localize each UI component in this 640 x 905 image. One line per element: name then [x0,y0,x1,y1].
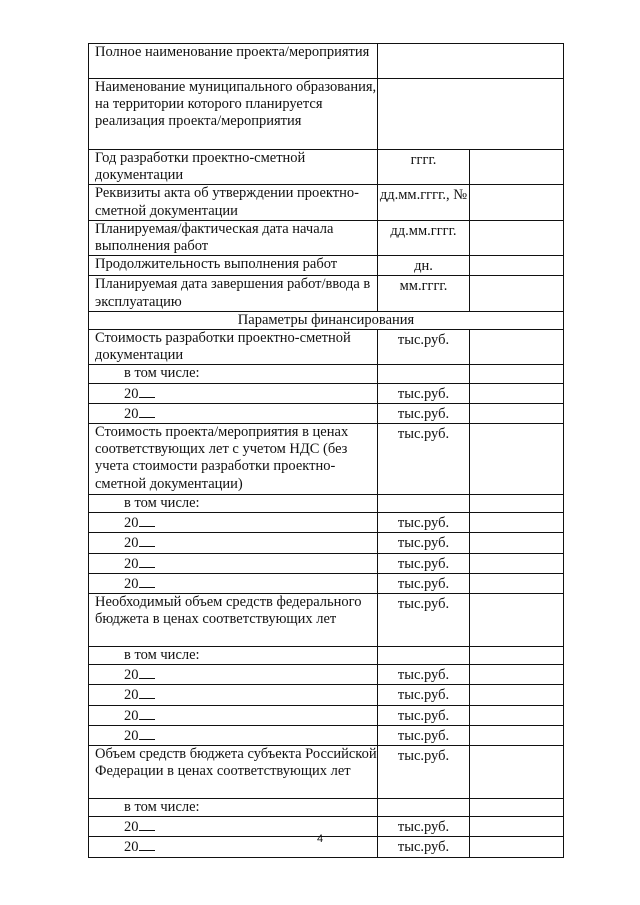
project-passport-table [88,43,564,858]
value-cell [470,594,564,647]
table-row [89,746,564,799]
table-row [89,44,564,79]
unit-cell: тыс.руб. [378,330,470,365]
year-prefix: 20 [124,555,139,572]
value-cell [470,665,564,685]
unit-cell: тыс.руб. [378,594,470,647]
value-cell [470,513,564,533]
year-row [89,403,564,423]
year-prefix: 20 [124,515,139,532]
including-label: в том числе: [89,647,378,665]
unit-cell: мм.гггг. [378,276,470,311]
unit-cell: дд.мм.гггг., № [378,185,470,220]
value-cell [470,330,564,365]
year-blank-line [139,513,155,527]
year-prefix: 20 [124,707,139,724]
unit-cell [378,647,470,665]
value-cell [470,799,564,817]
year-blank-line [139,665,155,679]
year-label [89,573,378,593]
table-row [89,276,564,311]
unit-cell: тыс.руб. [378,705,470,725]
unit-cell [378,799,470,817]
value-cell [470,533,564,553]
section-title: Параметры финансирования [89,311,564,329]
year-row [89,383,564,403]
row-label: Стоимость проекта/мероприятия в ценах соответствующих лет с учетом НДС (без учета стоимости разработки проектно-сметной документации) [89,424,378,495]
value-cell [470,276,564,311]
unit-cell: тыс.руб. [378,725,470,745]
year-label [89,685,378,705]
section-header-row [89,311,564,329]
value-cell [470,256,564,276]
value-cell [470,150,564,185]
table-row [89,220,564,255]
page-number: 4 [316,833,324,845]
row-label: Полное наименование проекта/мероприятия [89,44,378,79]
year-row [89,725,564,745]
year-prefix: 20 [124,687,139,704]
value-cell [470,725,564,745]
year-label [89,665,378,685]
unit-cell [378,365,470,383]
year-blank-line [139,706,155,720]
row-label: Реквизиты акта об утверждении проектно-сметной документации [89,185,378,220]
year-row [89,553,564,573]
value-cell [470,220,564,255]
year-blank-line [139,554,155,568]
year-prefix: 20 [124,385,139,402]
value-cell [470,705,564,725]
unit-cell: тыс.руб. [378,424,470,495]
including-label: в том числе: [89,495,378,513]
year-label [89,383,378,403]
including-row [89,799,564,817]
year-blank-line [139,685,155,699]
table-row [89,330,564,365]
year-prefix: 20 [124,839,139,856]
row-label: Наименование муниципального образования, на территории которого планируется реализация проекта/мероприятия [89,79,378,150]
unit-cell [378,495,470,513]
unit-cell: тыс.руб. [378,685,470,705]
including-label: в том числе: [89,799,378,817]
year-prefix: 20 [124,667,139,684]
unit-cell: тыс.руб. [378,403,470,423]
year-blank-line [139,384,155,398]
unit-cell: дд.мм.гггг. [378,220,470,255]
unit-cell: тыс.руб. [378,553,470,573]
unit-cell: тыс.руб. [378,513,470,533]
year-row [89,533,564,553]
value-cell [378,44,564,79]
year-blank-line [139,726,155,740]
year-label [89,705,378,725]
value-cell [470,746,564,799]
value-cell [470,553,564,573]
year-prefix: 20 [124,819,139,836]
year-label [89,725,378,745]
table-row [89,424,564,495]
year-blank-line [139,533,155,547]
row-label: Год разработки проектно-сметной документации [89,150,378,185]
including-row [89,365,564,383]
value-cell [470,403,564,423]
year-prefix: 20 [124,405,139,422]
year-blank-line [139,404,155,418]
year-prefix: 20 [124,727,139,744]
row-label: Планируемая/фактическая дата начала выполнения работ [89,220,378,255]
unit-cell: тыс.руб. [378,746,470,799]
year-blank-line [139,574,155,588]
year-row [89,705,564,725]
year-label [89,553,378,573]
row-label: Необходимый объем средств федерального бюджета в ценах соответствующих лет [89,594,378,647]
unit-cell: тыс.руб. [378,383,470,403]
value-cell [470,573,564,593]
table-row [89,79,564,150]
year-row [89,513,564,533]
table-row [89,256,564,276]
including-label: в том числе: [89,365,378,383]
unit-cell: гггг. [378,150,470,185]
table-row [89,594,564,647]
year-row [89,685,564,705]
value-cell [470,685,564,705]
unit-cell: тыс.руб. [378,533,470,553]
unit-cell: тыс.руб. [378,573,470,593]
year-prefix: 20 [124,535,139,552]
year-blank-line [139,817,155,831]
row-label: Продолжительность выполнения работ [89,256,378,276]
table-row [89,185,564,220]
unit-cell: тыс.руб. [378,817,470,837]
value-cell [470,424,564,495]
year-prefix: 20 [124,575,139,592]
unit-cell: тыс.руб. [378,837,470,857]
including-row [89,495,564,513]
including-row [89,647,564,665]
year-label [89,513,378,533]
row-label: Объем средств бюджета субъекта Российской Федерации в ценах соответствующих лет [89,746,378,799]
year-row [89,573,564,593]
value-cell [378,79,564,150]
value-cell [470,365,564,383]
row-label: Стоимость разработки проектно-сметной документации [89,330,378,365]
value-cell [470,495,564,513]
year-label [89,403,378,423]
value-cell [470,383,564,403]
table-row [89,150,564,185]
row-label: Планируемая дата завершения работ/ввода в эксплуатацию [89,276,378,311]
year-label [89,533,378,553]
value-cell [470,185,564,220]
unit-cell: тыс.руб. [378,665,470,685]
year-row [89,665,564,685]
table-body [89,44,564,858]
value-cell [470,647,564,665]
unit-cell: дн. [378,256,470,276]
